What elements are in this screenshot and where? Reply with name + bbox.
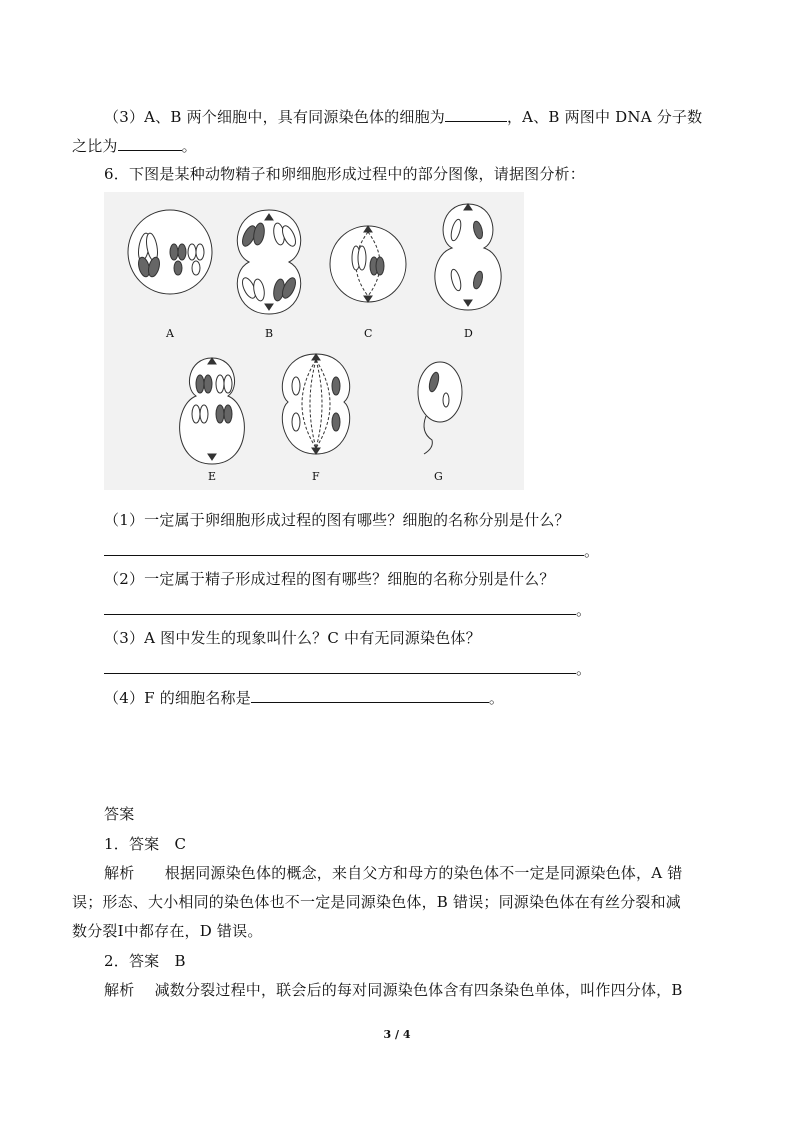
answer-1-line1: 解析 根据同源染色体的概念，来自父方和母方的染色体不一定是同源染色体，A 错 [104,864,683,882]
cell-division-figure [104,192,524,490]
figure-label-D: D [464,327,473,340]
figure-label-B: B [265,327,274,340]
q5-part3-line1 [104,106,702,127]
figure-label-C: C [364,327,373,340]
figure-label-F: F [312,470,320,483]
q5-part3-line2: 之比为 。 [72,137,197,155]
q6-sub3: （3）A 图中发生的现象叫什么？C 中有无同源染色体？ [104,629,481,647]
answers-heading: 答案 [104,805,135,823]
q6-sub3-answer-line: 。 [104,658,591,679]
answer-2-title: 2．答案 B [104,952,186,970]
answer-2-line1: 解析 减数分裂过程中，联会后的每对同源染色体含有四条染色单体，叫作四分体，B [104,981,683,999]
figure-label-E: E [208,470,217,483]
cell-division-diagram [104,192,524,490]
page-number: 3 / 4 [383,1028,411,1041]
answer-blank [445,106,507,122]
q6-sub1: （1）一定属于卵细胞形成过程的图有哪些？细胞的名称分别是什么？ [104,511,570,529]
answer-blank [118,135,182,151]
q6-sub2-answer-line: 。 [104,599,591,620]
q6-intro: 6．下图是某种动物精子和卵细胞形成过程中的部分图像，请据图分析： [104,165,585,183]
answer-1-line3: 数分裂Ⅰ中都存在，D 错误。 [72,922,263,940]
q5-part3-text-c: 之比为 [72,137,118,155]
answer-blank [104,599,576,615]
q6-sub2: （2）一定属于精子形成过程的图有哪些？细胞的名称分别是什么？ [104,570,555,588]
figure-label-A: A [166,327,174,340]
answer-blank [104,658,576,674]
answer-1-line2: 误；形态、大小相同的染色体也不一定是同源染色体，B 错误；同源染色体在有丝分裂和减 [72,893,681,911]
q6-sub1-answer-line: 。 [104,540,599,561]
answer-1-title: 1．答案 C [104,835,187,853]
answer-blank [251,687,489,703]
q5-part3-text-a: （3）A、B 两个细胞中，具有同源染色体的细胞为 [104,108,445,126]
q5-part3-text-b: ，A、B 两图中 DNA 分子数 [506,108,703,126]
figure-label-G: G [434,470,443,483]
answer-blank [104,540,584,556]
q6-sub4: （4）F 的细胞名称是 。 [104,689,505,707]
